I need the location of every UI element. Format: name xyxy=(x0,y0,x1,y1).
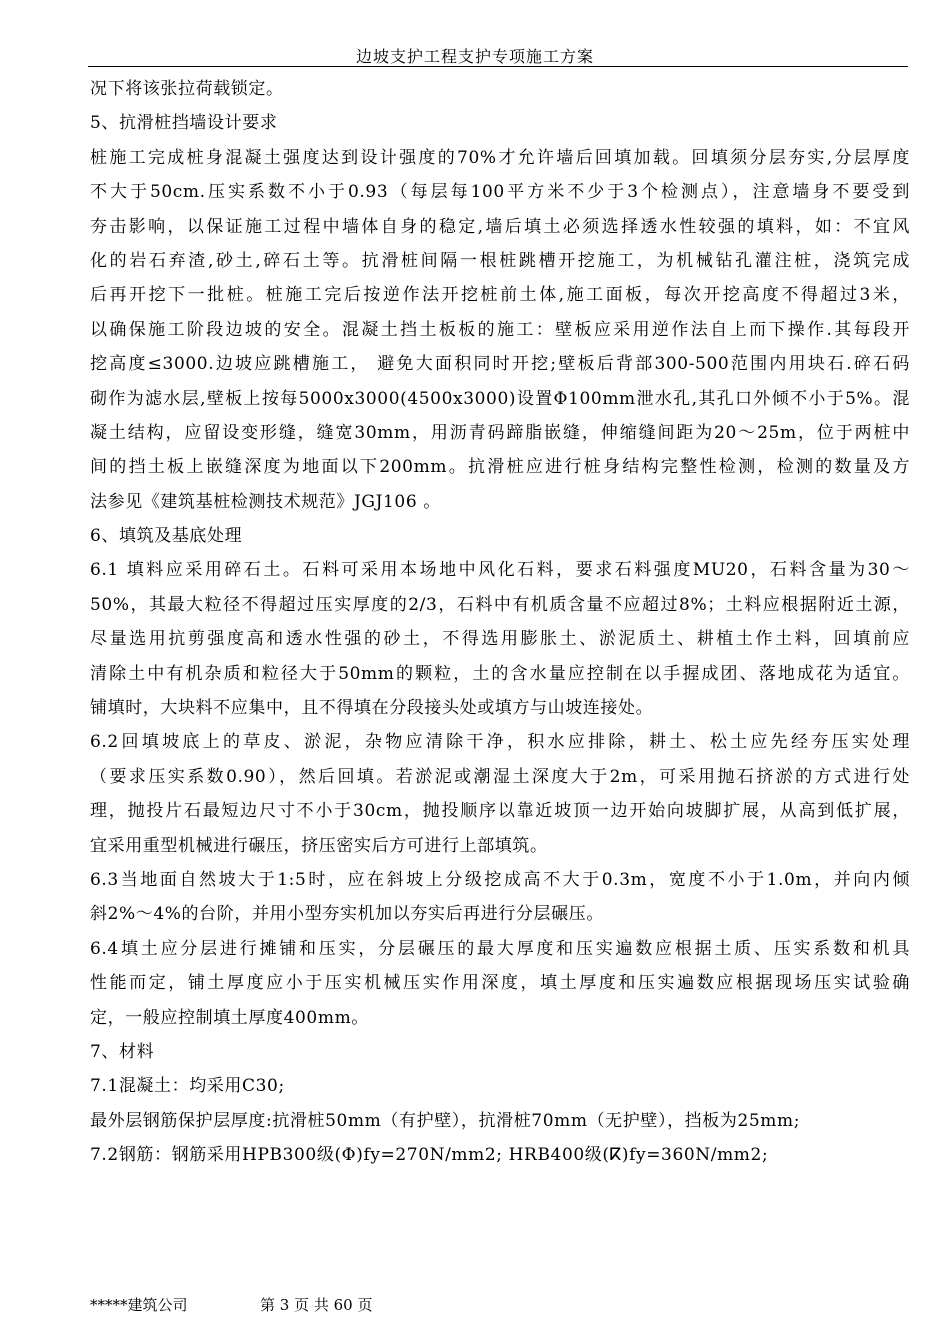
text-line: 斜2%～4%的台阶，并用小型夯实机加以夯实后再进行分层碾压。 xyxy=(90,904,604,925)
text-line: 6.1 填料应采用碎石土。石料可采用本场地中风化石料，要求石料强度MU20，石料含量为30～ xyxy=(90,560,910,581)
text-line: 化的岩石弃渣,砂土,碎石土等。抗滑桩间隔一根桩跳槽开挖施工，为机械钻孔灌注桩，浇筑完成 xyxy=(90,250,910,271)
text-line: 定，一般应控制填土厚度400mm。 xyxy=(90,1007,369,1028)
text-line: 桩施工完成桩身混凝土强度达到设计强度的70%才允许墙后回填加载。回填须分层夯实,分层厚度 xyxy=(90,147,910,168)
text-line: 后再开挖下一批桩。桩施工完后按逆作法开挖桩前土体,施工面板，每次开挖高度不得超过3米， xyxy=(90,285,910,306)
text-line: 铺填时，大块料不应集中，且不得填在分段接头处或填方与山坡连接处。 xyxy=(90,698,654,719)
text-line: （要求压实系数0.90），然后回填。若淤泥或潮湿土深度大于2m，可采用抛石挤淤的方式进行处 xyxy=(90,766,910,787)
text-line: 况下将该张拉荷载锁定。 xyxy=(90,79,284,99)
text-line: 7、材料 xyxy=(90,1041,155,1062)
text-line: 清除土中有机杂质和粒径大于50mm的颗粒，土的含水量应控制在以手握成团、落地成花为适宜。 xyxy=(90,663,910,684)
text-line: 6、填筑及基底处理 xyxy=(90,526,243,547)
text-line: 7.1混凝土：均采用C30; xyxy=(90,1076,285,1097)
text-line: 理，抛投片石最短边尺寸不小于30cm，抛投顺序以靠近坡顶一边开始向坡脚扩展，从高到低扩展， xyxy=(90,801,910,822)
footer-page-number: 第 3 页 共 60 页 xyxy=(260,1296,373,1314)
text-line: 宜采用重型机械进行碾压，挤压密实后方可进行上部填筑。 xyxy=(90,835,548,856)
text-line: 挖高度≤3000.边坡应跳槽施工， 避免大面积同时开挖;壁板后背部300-500范围内用块石.碎石码 xyxy=(90,354,910,375)
text-line: 砌作为滤水层,壁板上按每5000x3000(4500x3000)设置Φ100mm泄水孔,其孔口外倾不小于5%。混 xyxy=(90,388,910,409)
text-line: 5、抗滑桩挡墙设计要求 xyxy=(90,113,278,134)
text-line: 间的挡土板上嵌缝深度为地面以下200mm。抗滑桩应进行桩身结构完整性检测，检测的数量及方 xyxy=(90,457,910,478)
document-body xyxy=(90,72,910,1173)
text-line: 以确保施工阶段边坡的安全。混凝土挡土板板的施工：壁板应采用逆作法自上而下操作.其每段开 xyxy=(90,319,910,340)
page-header-title: 边坡支护工程支护专项施工方案 xyxy=(355,47,594,66)
text-line: 50%，其最大粒径不得超过压实厚度的2/3，石料中有机质含量不应超过8%；土料应根据附近土源， xyxy=(90,594,910,615)
text-line: 尽量选用抗剪强度高和透水性强的砂土，不得选用膨胀土、淤泥质土、耕植土作土料，回填前应 xyxy=(90,629,910,650)
header-divider xyxy=(88,66,908,67)
text-line: 夯击影响，以保证施工过程中墙体自身的稳定,墙后填土必须选择透水性较强的填料，如：不宜风 xyxy=(90,216,910,237)
text-line: 法参见《建筑基桩检测技术规范》JGJ106 。 xyxy=(90,491,441,512)
text-line: 性能而定，铺土厚度应小于压实机械压实作用深度，填土厚度和压实遍数应根据现场压实试验确 xyxy=(90,973,910,994)
text-line: 6.2回填坡底上的草皮、淤泥，杂物应清除干净，积水应排除，耕土、松土应先经夯压实处理 xyxy=(90,732,910,753)
text-line: 凝土结构，应留设变形缝，缝宽30mm，用沥青码蹄脂嵌缝，伸缩缝间距为20～25m，位于两桩中 xyxy=(90,422,910,443)
text-line: 7.2钢筋：钢筋采用HPB300级(Φ)fy=270N/mm2; HRB400级(ⴽ)fy=360N/mm2; xyxy=(90,1145,769,1166)
text-line: 6.4填土应分层进行摊铺和压实，分层碾压的最大厚度和压实遍数应根据土质、压实系数和机具 xyxy=(90,938,910,959)
text-line: 最外层钢筋保护层厚度:抗滑桩50mm（有护壁），抗滑桩70mm（无护壁），挡板为25mm; xyxy=(90,1110,801,1131)
footer-company: *****建筑公司 xyxy=(90,1296,188,1314)
text-line: 不大于50cm.压实系数不小于0.93（每层每100平方米不少于3个检测点），注意墙身不要受到 xyxy=(90,182,910,203)
page-footer xyxy=(90,1294,372,1315)
text-line: 6.3当地面自然坡大于1:5时，应在斜坡上分级挖成高不大于0.3m，宽度不小于1.0m，并向内倾 xyxy=(90,869,910,890)
